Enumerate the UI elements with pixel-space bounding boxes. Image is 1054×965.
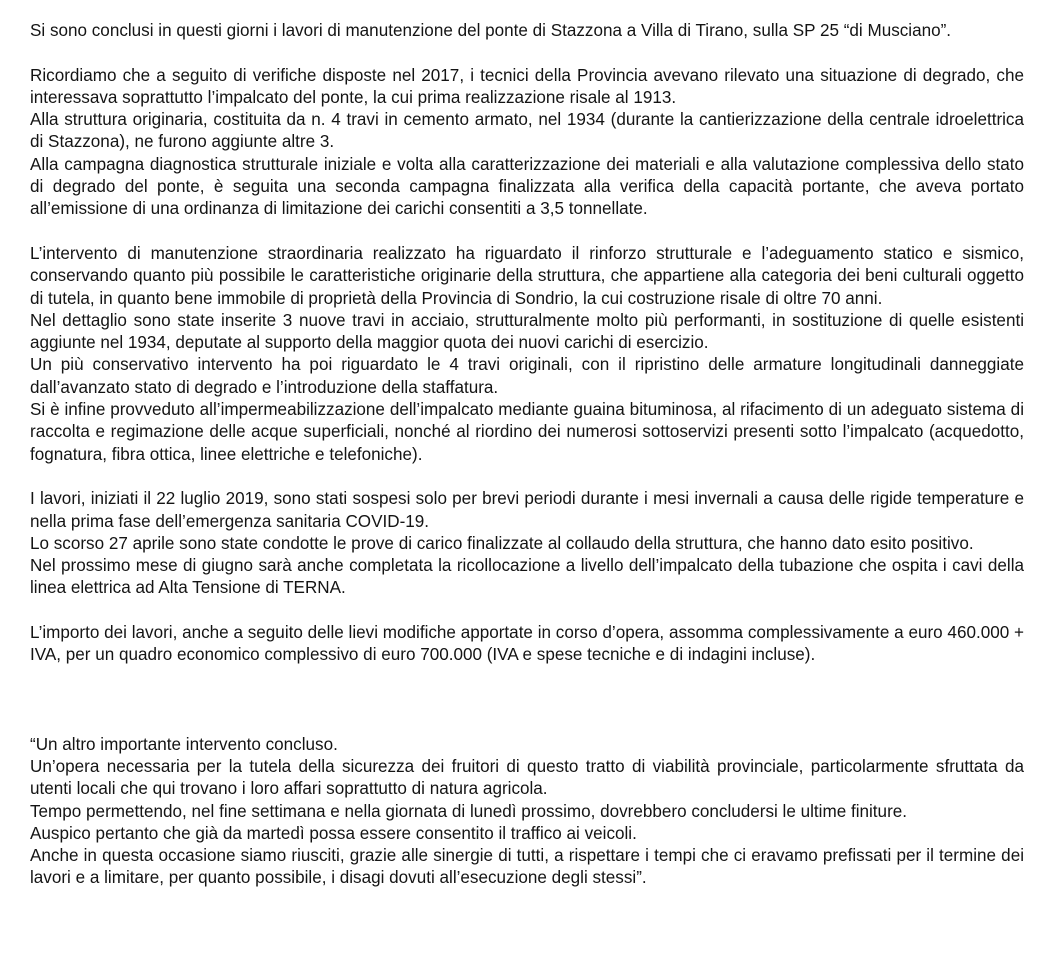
intro-paragraph: Si sono conclusi in questi giorni i lavori di manutenzione del ponte di Stazzona a Villa di Tirano, sulla SP 25 “di Musciano”.	[30, 21, 952, 40]
intervention-paragraph-2: Nel dettaglio sono state inserite 3 nuove travi in acciaio, strutturalmente molto più performanti, in sostituzione di quelle esistenti aggiunte nel 1934, deputate al supporto della maggior quota dei nuovi carichi di esercizio.	[30, 310, 1024, 353]
quote-paragraph-3: Tempo permettendo, nel fine settimana e nella giornata di lunedì prossimo, dovrebbero concludersi le ultime finiture.	[30, 801, 908, 821]
schedule-paragraph-3: Nel prossimo mese di giugno sarà anche completata la ricollocazione a livello dell’impalcato della tubazione che ospita i cavi della linea elettrica ad Alta Tensione di TERNA.	[30, 556, 1024, 598]
block-gap	[30, 42, 1024, 64]
schedule-paragraph-2: Lo scorso 27 aprile sono state condotte le prove di carico finalizzate al collaudo della struttura, che hanno dato esito positivo.	[30, 533, 974, 553]
intervention-paragraph-4: Si è infine provveduto all’impermeabilizzazione dell’impalcato mediante guaina bituminosa, al rifacimento di un adeguato sistema di raccolta e regimazione delle acque superficiali, nonché al riordino dei numerosi sottoservizi presenti sotto l’impalcato (acquedotto, fognatura, fibra ottica, linee elettriche e telefoniche).	[30, 400, 1024, 464]
quote-paragraph-2: Un’opera necessaria per la tutela della sicurezza dei fruitori di questo tratto di viabilità provinciale, particolarmente sfruttata da utenti locali che qui trovano i loro affari soprattutto di natura agricola.	[30, 756, 1024, 799]
quote-paragraph-4: Auspico pertanto che già da martedì possa essere consentito il traffico ai veicoli.	[30, 823, 637, 843]
history-paragraph-2: Alla struttura originaria, costituita da n. 4 travi in cemento armato, nel 1934 (durante la cantierizzazione della centrale idroelettrica di Stazzona), ne furono aggiunte altre 3.	[30, 110, 1024, 152]
quote-paragraph-1: “Un altro importante intervento concluso.	[30, 734, 338, 754]
intervention-paragraph-3: Un più conservativo intervento ha poi riguardato le 4 travi originali, con il ripristino delle armature longitudinali danneggiate dall’avanzato stato di degrado e l’introduzione della staffatura.	[30, 355, 1024, 397]
block-gap	[30, 466, 1024, 488]
quote-block	[30, 734, 1024, 890]
intervention-block	[30, 243, 1024, 466]
block-gap	[30, 600, 1024, 622]
cost-paragraph: L’importo dei lavori, anche a seguito delle lievi modifiche apportate in corso d’opera, assomma complessivamente a euro 460.000 + IVA, per un quadro economico complessivo di euro 700.000 (IVA e spese tecniche e di indagini incluse).	[30, 623, 1024, 665]
intro-block	[30, 20, 1024, 42]
block-gap	[30, 667, 1024, 734]
block-gap	[30, 221, 1024, 243]
cost-block	[30, 622, 1024, 667]
history-block	[30, 65, 1024, 221]
schedule-block	[30, 488, 1024, 599]
history-paragraph-3: Alla campagna diagnostica strutturale iniziale e volta alla caratterizzazione dei materiali e alla valutazione complessiva dello stato di degrado del ponte, è seguita una seconda campagna finalizzata alla verifica della capacità portante, che aveva portato all’emissione di una ordinanza di limitazione dei carichi consentiti a 3,5 tonnellate.	[30, 154, 1024, 219]
intervention-paragraph-1: L’intervento di manutenzione straordinaria realizzato ha riguardato il rinforzo strutturale e l’adeguamento statico e sismico, conservando quanto più possibile le caratteristiche originarie della struttura, che appartiene alla categoria dei beni culturali oggetto di tutela, in quanto bene immobile di proprietà della Provincia di Sondrio, la cui costruzione risale di oltre 70 anni.	[30, 243, 1024, 308]
history-paragraph-1: Ricordiamo che a seguito di verifiche disposte nel 2017, i tecnici della Provincia avevano rilevato una situazione di degrado, che interessava soprattutto l’impalcato del ponte, la cui prima realizzazione risale al 1913.	[30, 65, 1024, 107]
schedule-paragraph-1: I lavori, iniziati il 22 luglio 2019, sono stati sospesi solo per brevi periodi durante i mesi invernali a causa delle rigide temperature e nella prima fase dell’emergenza sanitaria COVID-19.	[30, 489, 1024, 531]
quote-paragraph-5: Anche in questa occasione siamo riusciti, grazie alle sinergie di tutti, a rispettare i tempi che ci eravamo prefissati per il termine dei lavori e a limitare, per quanto possibile, i disagi dovuti all’esecuzione degli stessi”.	[30, 846, 1024, 888]
